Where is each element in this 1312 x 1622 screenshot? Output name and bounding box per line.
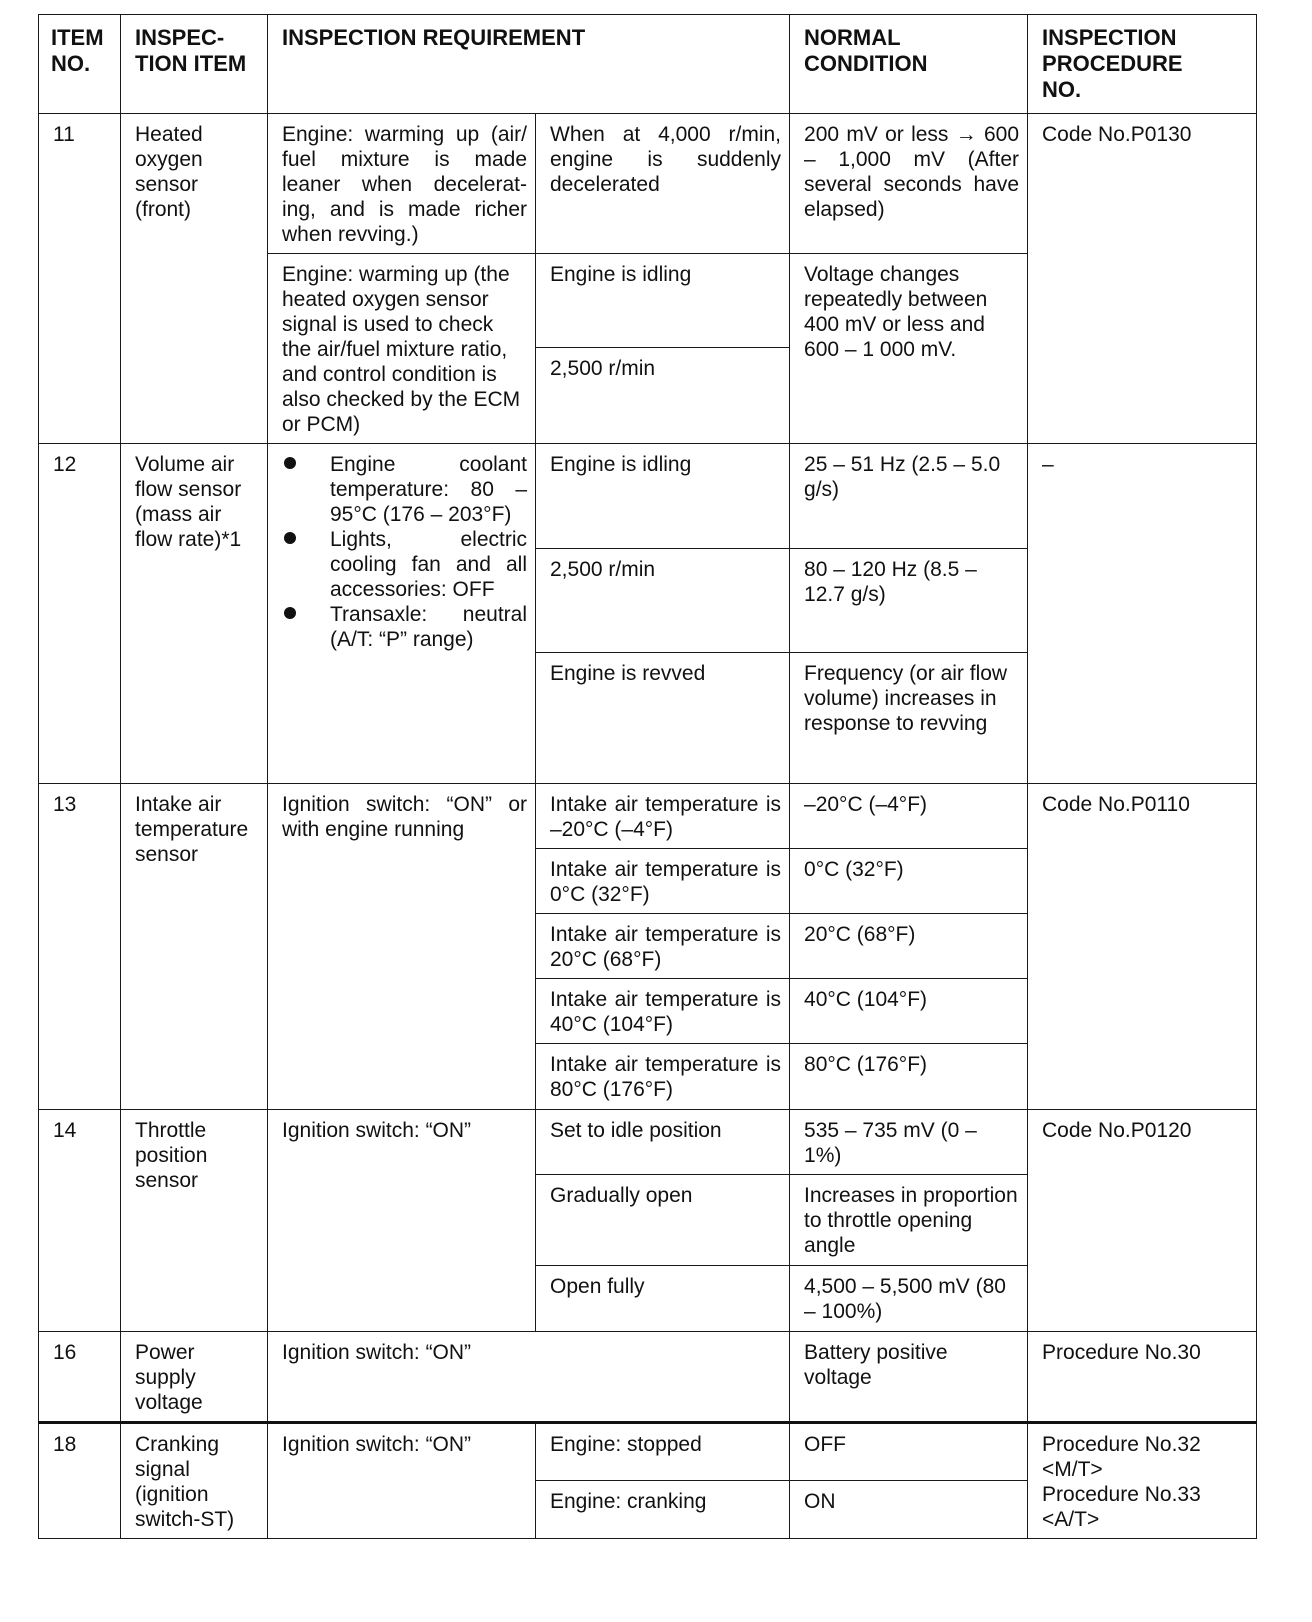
normal-condition-cell: OFF (790, 1423, 1028, 1481)
bullet-icon (284, 532, 296, 544)
list-item: Lights, electric cooling fan and all accessories: OFF (282, 527, 527, 602)
header-inspection-procedure: INSPECTION PROCEDURE NO. (1028, 15, 1257, 114)
table-row (39, 1332, 1257, 1423)
normal-condition-cell: 80 – 120 Hz (8.5 – 12.7 g/s) (790, 549, 1028, 653)
table-row (39, 114, 1257, 254)
condition-cell: 2,500 r/min (536, 549, 790, 653)
condition-cell: Open fully (536, 1266, 790, 1332)
normal-condition-cell: 4,500 – 5,500 mV (80 – 100%) (790, 1266, 1028, 1332)
procedure-cell: Code No.P0120 (1028, 1110, 1257, 1332)
procedure-cell: Code No.P0130 (1028, 114, 1257, 444)
condition-cell: Set to idle position (536, 1110, 790, 1175)
item-no-cell: 14 (39, 1110, 121, 1332)
normal-condition-cell: 0°C (32°F) (790, 849, 1028, 914)
list-item: Engine coolant temperature: 80 – 95°C (176 – 203°F) (282, 452, 527, 527)
normal-condition-cell: 20°C (68°F) (790, 914, 1028, 979)
inspection-table (38, 14, 1257, 1539)
condition-cell: When at 4,000 r/min, engine is suddenly decelerated (536, 114, 790, 254)
requirement-cell: Engine: warming up (air/ fuel mixture is made leaner when decelerat-ing, and is made richer when revving.) (268, 114, 536, 254)
normal-condition-cell: Increases in proportion to throttle opening angle (790, 1175, 1028, 1266)
normal-condition-cell: Battery positive voltage (790, 1332, 1028, 1423)
item-no-cell: 16 (39, 1332, 121, 1423)
procedure-cell: Procedure No.30 (1028, 1332, 1257, 1423)
procedure-at: Procedure No.33 <A/T> (1042, 1483, 1201, 1531)
normal-condition-cell: ON (790, 1481, 1028, 1539)
procedure-mt: Procedure No.32 <M/T> (1042, 1433, 1201, 1481)
normal-condition-cell: 80°C (176°F) (790, 1044, 1028, 1110)
item-no-cell: 18 (39, 1423, 121, 1539)
requirement-cell: Engine: warming up (the heated oxygen sensor signal is used to check the air/fuel mixture ratio, and control condition is also checked by the ECM or PCM) (268, 254, 536, 444)
normal-condition-cell: 535 – 735 mV (0 – 1%) (790, 1110, 1028, 1175)
condition-cell: Intake air temperature is 40°C (104°F) (536, 979, 790, 1044)
table-row (39, 444, 1257, 549)
inspection-item-cell: Volume air flow sensor (mass air flow rate)*1 (121, 444, 268, 784)
condition-cell: Intake air temperature is 20°C (68°F) (536, 914, 790, 979)
header-item-no: ITEM NO. (39, 15, 121, 114)
header-inspection-item: INSPEC- TION ITEM (121, 15, 268, 114)
condition-cell: Intake air temperature is –20°C (–4°F) (536, 784, 790, 849)
table-row (39, 784, 1257, 849)
condition-cell: 2,500 r/min (536, 348, 790, 444)
requirement-cell (268, 444, 536, 784)
normal-condition-cell: 40°C (104°F) (790, 979, 1028, 1044)
table-header-row (39, 15, 1257, 114)
condition-cell: Intake air temperature is 80°C (176°F) (536, 1044, 790, 1110)
inspection-item-cell: Heated oxygen sensor (front) (121, 114, 268, 444)
procedure-cell: Code No.P0110 (1028, 784, 1257, 1110)
normal-condition-cell: Frequency (or air flow volume) increases in response to revving (790, 653, 1028, 784)
inspection-item-cell: Cranking signal (ignition switch-ST) (121, 1423, 268, 1539)
inspection-item-cell: Intake air temperature sensor (121, 784, 268, 1110)
condition-cell: Engine is idling (536, 254, 790, 348)
condition-cell: Engine: cranking (536, 1481, 790, 1539)
requirement-cell: Ignition switch: “ON” or with engine running (268, 784, 536, 1110)
inspection-item-cell: Throttle position sensor (121, 1110, 268, 1332)
condition-cell: Engine is idling (536, 444, 790, 549)
header-inspection-requirement: INSPECTION REQUIREMENT (268, 15, 790, 114)
requirement-list (282, 452, 527, 652)
table-row (39, 1423, 1257, 1481)
item-no-cell: 13 (39, 784, 121, 1110)
table-row (39, 1110, 1257, 1175)
normal-condition-cell: –20°C (–4°F) (790, 784, 1028, 849)
item-no-cell: 11 (39, 114, 121, 444)
header-normal-condition: NORMAL CONDITION (790, 15, 1028, 114)
procedure-cell: – (1028, 444, 1257, 784)
list-item: Transaxle: neutral (A/T: “P” range) (282, 602, 527, 652)
bullet-icon (284, 457, 296, 469)
procedure-cell (1028, 1423, 1257, 1539)
condition-cell: Engine is revved (536, 653, 790, 784)
requirement-cell: Ignition switch: “ON” (268, 1332, 790, 1423)
requirement-cell: Ignition switch: “ON” (268, 1110, 536, 1332)
normal-condition-cell: Voltage changes repeatedly between 400 mV or less and 600 – 1 000 mV. (790, 254, 1028, 444)
inspection-item-cell: Power supply voltage (121, 1332, 268, 1423)
item-no-cell: 12 (39, 444, 121, 784)
condition-cell: Intake air temperature is 0°C (32°F) (536, 849, 790, 914)
condition-cell: Gradually open (536, 1175, 790, 1266)
condition-cell: Engine: stopped (536, 1423, 790, 1481)
bullet-icon (284, 607, 296, 619)
normal-condition-cell: 25 – 51 Hz (2.5 – 5.0 g/s) (790, 444, 1028, 549)
requirement-cell: Ignition switch: “ON” (268, 1423, 536, 1539)
normal-condition-cell: 200 mV or less → 600 – 1,000 mV (After several seconds have elapsed) (790, 114, 1028, 254)
